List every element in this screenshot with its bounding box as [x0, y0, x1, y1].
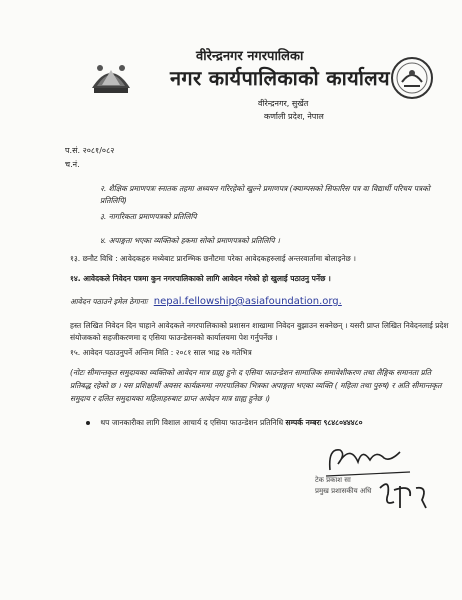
municipality-name: वीरेन्द्रनगर नगरपालिका	[196, 49, 304, 64]
deadline: १५. आवेदन पठाउनुपर्ने अन्तिम मिति : २०८१ साल भाद्र २७ गतेभित्र	[70, 348, 252, 357]
email-row	[70, 296, 342, 307]
contact-number: ९८४८०४४४८०	[323, 418, 363, 427]
contact-text: थप जानकारीका लागि विशाल आचार्य द एसिया फाउन्डेशन प्रतिनिधि	[100, 418, 284, 427]
application-instruction: १४. आवेदकले निवेदन पत्रमा कुन नगरपालिकाको लागि आवेदन गरेको हो खुलाई पठाउनु पर्नेछ ।	[70, 274, 331, 283]
email-label: आवेदन पठाउने इमेल ठेगानाः	[70, 297, 148, 306]
signature-icon	[300, 440, 430, 480]
requirement-item-3: ३. नागरिकता प्रमाणपत्रको प्रतिलिपि	[100, 212, 197, 221]
email-link[interactable]: nepal.fellowship@asiafoundation.org.	[153, 296, 342, 307]
municipality-logo-icon	[390, 56, 434, 100]
contact-label: सम्पर्क नम्बरः	[285, 418, 322, 427]
stamp-line-2: प्रमुख प्रशासकीय अधि	[315, 487, 372, 495]
bullet-icon	[86, 421, 90, 425]
office-title: नगर कार्यपालिकाको कार्यालय	[170, 66, 390, 90]
handwritten-date-icon	[372, 476, 432, 516]
requirement-item-2: २. शैक्षिक प्रमाणपत्रः स्नातक तहमा अध्ययन गरिरहेको खुल्ने प्रमाणपत्र (क्याम्पसको सिफारिस पत्र वा विद्यार्थी परिचय पत्रको प्रतिलिपि)	[100, 184, 430, 205]
reference-number: प.सं. २०८१/०८२	[65, 146, 115, 155]
handwritten-application-paragraph: हस्त लिखित निवेदन दिन चाहाने आवेदकले नगरपालिकाको प्रशासन शाखामा निवेदन बुझाउन सक्नेछन् । यसरी प्राप्त लिखित निवेदनलाई प्रदेश संयोजकको सहजीकरणमा द एसिया फाउन्डेसनको कार्यालयमा पेश गर्नुपर्नेछ ।	[70, 321, 449, 342]
address-province: कर्णाली प्रदेश, नेपाल	[264, 112, 324, 121]
nepal-emblem-icon	[88, 56, 134, 96]
contact-line	[86, 418, 362, 428]
address-city: वीरेन्द्रनगर, सुर्खेत	[258, 99, 309, 108]
requirement-item-4: ४. अपाङ्गता भएका व्यक्तिको हकमा सोको प्रमाणपत्रको प्रतिलिपि ।	[100, 236, 280, 245]
selection-method: १३. छनौट विधि : आवेदकहरु मध्येबाट प्रारम्भिक छनौटमा परेका आवेदकहरुलाई अन्तरवार्तामा बोलाइनेछ ।	[70, 254, 357, 263]
eligibility-note: (नोटः सीमान्तकृत समुदायका व्यक्तिको आवेदन मात्र ग्राह्य हुनेः द एसिया फाउन्डेशन सामाजिक समावेशीकरण तथा लैङ्गिक समानता प्रति प्रतिबद्ध रहेको छ । यस प्रशिक्षार्थी अवसर कार्यक्रममा नगरपालिका भित्रका अपाङ्गता भएका व्यक्ति ( महिला तथा पुरुष) र अति सीमान्तकृत समुदाय र दलित समुदायका महिलाहरुबाट प्राप्त आवेदन मात्र ग्राह्य हुनेछ ।)	[70, 368, 442, 403]
dispatch-number: च.नं.	[65, 160, 80, 169]
stamp-line-1: टेक प्रकाश सा	[315, 476, 351, 484]
